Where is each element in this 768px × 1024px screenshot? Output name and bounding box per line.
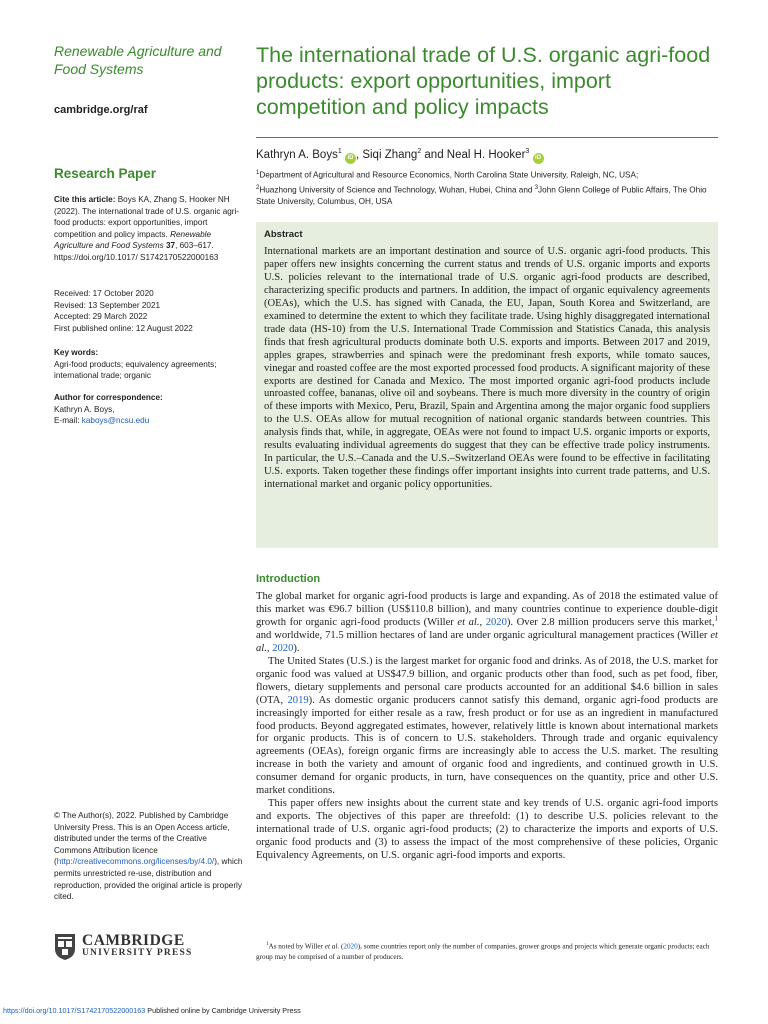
author-separator: and: [421, 148, 447, 161]
cite-text: Boys KA, Zhang S, Hooker NH (2022). The international trade of U.S. organic agri-food products: export opportunities, import competition and policy impacts.: [54, 195, 240, 239]
text-run: ). As domestic organic producers cannot satisfy this demand, organic agri-food products are increasingly imported for either resale as a raw, fresh product or for use as an ingredient in manufactured food products. Beyond aggregated estimates, however, relatively little is known about international markets for organic products. This is of concern to U.S. stakeholders. Through trade and organic equivalency agreements (OEAs), foreign organic firms are increasingly able to access the U.S. market. The resulting increase in both the variety and amount of organic food and ingredients, and continued growth in U.S. consumer demand for organic products, in turn, have consequences on the quantity, price and other U.S. market conditions.: [256, 694, 718, 797]
cite-volume: 37: [165, 241, 176, 251]
author-1-sup: 1: [337, 148, 342, 155]
title-divider: [256, 137, 718, 138]
text-run: ), some countries report only the number of companies, grower groups and projects which generate organic products; each group may be comprised of a number of producers.: [256, 942, 710, 962]
copyright-text-1: © The Author(s), 2022. Published by Cambridge University Press. This is an Open Access article, distributed under the terms of the Creative Commons Attribution licence (: [54, 811, 230, 867]
shield-icon: [54, 933, 76, 961]
keywords-block: [54, 347, 244, 382]
et-al: et al.: [457, 616, 480, 628]
date-received: Received: 17 October 2020: [54, 289, 154, 298]
author-1: Kathryn A. Boys: [256, 148, 338, 161]
license-link[interactable]: http://creativecommons.org/licenses/by/4.0/: [56, 857, 215, 867]
introduction-heading: Introduction: [256, 573, 321, 585]
text-run: ,: [479, 616, 486, 628]
affiliations: [256, 167, 718, 208]
copyright-text-2: ), which permits unrestricted re-use, distribution and reproduction, provided the original article is properly cited.: [54, 857, 243, 902]
abstract-text: International markets are an important destination and source of U.S. organic agri-food products. This paper offers new insights concerning the current status and trends of U.S. organic imports and exports U.S. policies relevant to the international trade of U.S. organic agri-food products are described, characterizing specific products and partners. In addition, the impact of organic equivalency agreements (OEAs), which the U.S. has signed with Canada, the EU, Japan, South Korea and Switzerland, are examined to determine the extent to which they facilitate trade. Using highly disaggregated international trade data (HS-10) from the U.S. International Trade Commission and Statistics Canada, this analysis finds that fresh agricultural products dominate both U.S. exports and imports. Between 2017 and 2019, apples grapes, strawberries and spinach were the predominant fresh exports, while tomato sauces, vinegar and roasted coffee are the most exported processed food products. A significant majority of these exports are destined for Canada and Mexico. The most imported organic agri-food products include unroasted coffee, bananas, olive oil and soybeans. There is much more diversity in the country of origin of these imports with Mexico, Peru, Brazil, Spain and Argentina among the major organic food suppliers to the U.S. OEAs allow for mutual recognition of national organic standards between countries. This analysis finds that, while, in aggregate, OEAs were not found to impact U.S. organic imports or exports, results evaluating individual agreements do suggest that they can be effective trade policy instruments. In particular, the U.S.–Canada and the U.S.–Switzerland OEAs were found to be effective in facilitating U.S. exports. Taken together these findings offer important insights into current trade patterns, and U.S. international market and organic policy opportunities.: [264, 246, 710, 491]
citation-block: [54, 194, 244, 264]
keywords-label: Key words:: [54, 348, 99, 357]
introduction-body: [256, 591, 718, 863]
copyright-notice: [54, 810, 246, 903]
article-dates: [54, 288, 244, 334]
date-revised: Revised: 13 September 2021: [54, 300, 161, 310]
text-run: ). Over 2.8 million producers serve this market,: [506, 616, 715, 628]
orcid-icon[interactable]: iD: [345, 153, 356, 164]
correspondence-label: Author for correspondence:: [54, 393, 163, 402]
paragraph: [256, 591, 718, 656]
footnote-number: 1: [266, 942, 269, 947]
date-published: First published online: 12 August 2022: [54, 323, 193, 333]
correspondence-name: Kathryn A. Boys,: [54, 404, 115, 414]
doi-link[interactable]: https://doi.org/10.1017/S1742170522000163: [3, 1006, 146, 1015]
footnote: [256, 939, 718, 963]
et-al: et al.: [256, 629, 718, 654]
correspondence-block: [54, 392, 244, 427]
journal-url[interactable]: cambridge.org/raf: [54, 104, 148, 116]
published-online-text: Published online by Cambridge University Press: [145, 1006, 301, 1015]
author-3: Neal H. Hooker: [446, 148, 526, 161]
abstract-heading: Abstract: [264, 229, 303, 240]
text-run: The global market for organic agri-food products is large and expanding. As of 2018 the estimated value of this market was €96.7 billion (US$110.8 billion), and many countries continue to experience double-digit growth for organic agri-food products (Willer: [256, 591, 718, 628]
citation-link[interactable]: 2020: [272, 642, 294, 654]
affil-sup: 2: [256, 184, 260, 191]
text-run: ,: [266, 642, 273, 654]
text-run: and worldwide, 71.5 million hectares of land are under organic agricultural management practices (Willer: [256, 629, 711, 641]
affiliation-1: Department of Agricultural and Resource Economics, North Carolina State University, Raleigh, NC, USA;: [259, 170, 639, 180]
affiliation-3: John Glenn College of Public Affairs, The Ohio State University, Columbus, OH, USA: [256, 185, 707, 207]
cite-journal: Renewable Agriculture and Food Systems: [54, 229, 212, 251]
journal-name: Renewable Agriculture and Food Systems: [54, 43, 222, 77]
author-2-sup: 2: [417, 148, 422, 155]
et-al: et al.: [324, 942, 340, 951]
doi-footer: [3, 1006, 301, 1015]
paragraph: This paper offers new insights about the current state and key trends of U.S. organic agri-food imports and exports. The objectives of this paper are threefold: (1) to describe U.S. policies relevant to the international trade of U.S. organic agri-food products; (2) to characterize the imports and exports of U.S. organic food products and (3) to assess the impact of the most comprehensive of these policies, Organic Equivalency Agreements, on U.S. organic agri-food imports and exports.: [256, 798, 718, 862]
affiliation-2: Huazhong University of Science and Technology, Wuhan, Hubei, China and: [259, 185, 535, 195]
text-run: The United States (U.S.) is the largest market for organic food and drinks. As of 2018, the U.S. market for organic food was valued at US$47.9 billion, and organic products other than food, such as pet food, fiber, flowers, dietary supplements and personal care products accounted for an additional $4.6 billion in sales (OTA,: [256, 655, 718, 706]
citation-link[interactable]: 2019: [287, 694, 309, 706]
cite-label: Cite this article:: [54, 195, 116, 204]
date-accepted: Accepted: 29 March 2022: [54, 312, 148, 322]
email-link[interactable]: kaboys@ncsu.edu: [81, 416, 150, 426]
logo-line-1: CAMBRIDGE: [82, 932, 185, 949]
author-separator: ,: [355, 148, 363, 161]
text-run: ).: [293, 642, 300, 654]
keywords-text: Agri-food products; equivalency agreements; international trade; organic: [54, 359, 217, 381]
cambridge-logo: [54, 932, 244, 962]
text-run: As noted by Willer: [268, 942, 325, 951]
footnote-ref[interactable]: 1: [714, 614, 719, 623]
author-3-sup: 3: [525, 148, 530, 155]
citation-link[interactable]: 2020: [343, 942, 358, 951]
orcid-icon[interactable]: iD: [533, 153, 544, 164]
text-run: (: [339, 942, 344, 951]
logo-line-2: UNIVERSITY PRESS: [82, 948, 193, 958]
paragraph: [256, 656, 718, 798]
article-title: The international trade of U.S. organic agri-food products: export opportunities, import competition and policy impacts: [256, 43, 711, 119]
affil-sup: 1: [256, 170, 260, 176]
affil-sup: 3: [534, 184, 539, 191]
cite-doi[interactable]: , 603–617. https://doi.org/10.1017/ S1742170522000163: [54, 241, 219, 262]
author-list: [256, 144, 544, 164]
citation-link[interactable]: 2020: [485, 616, 507, 628]
author-2: Siqi Zhang: [362, 148, 418, 161]
email-label: E-mail:: [54, 416, 80, 426]
abstract-box: [256, 222, 718, 548]
article-type: Research Paper: [54, 166, 157, 181]
